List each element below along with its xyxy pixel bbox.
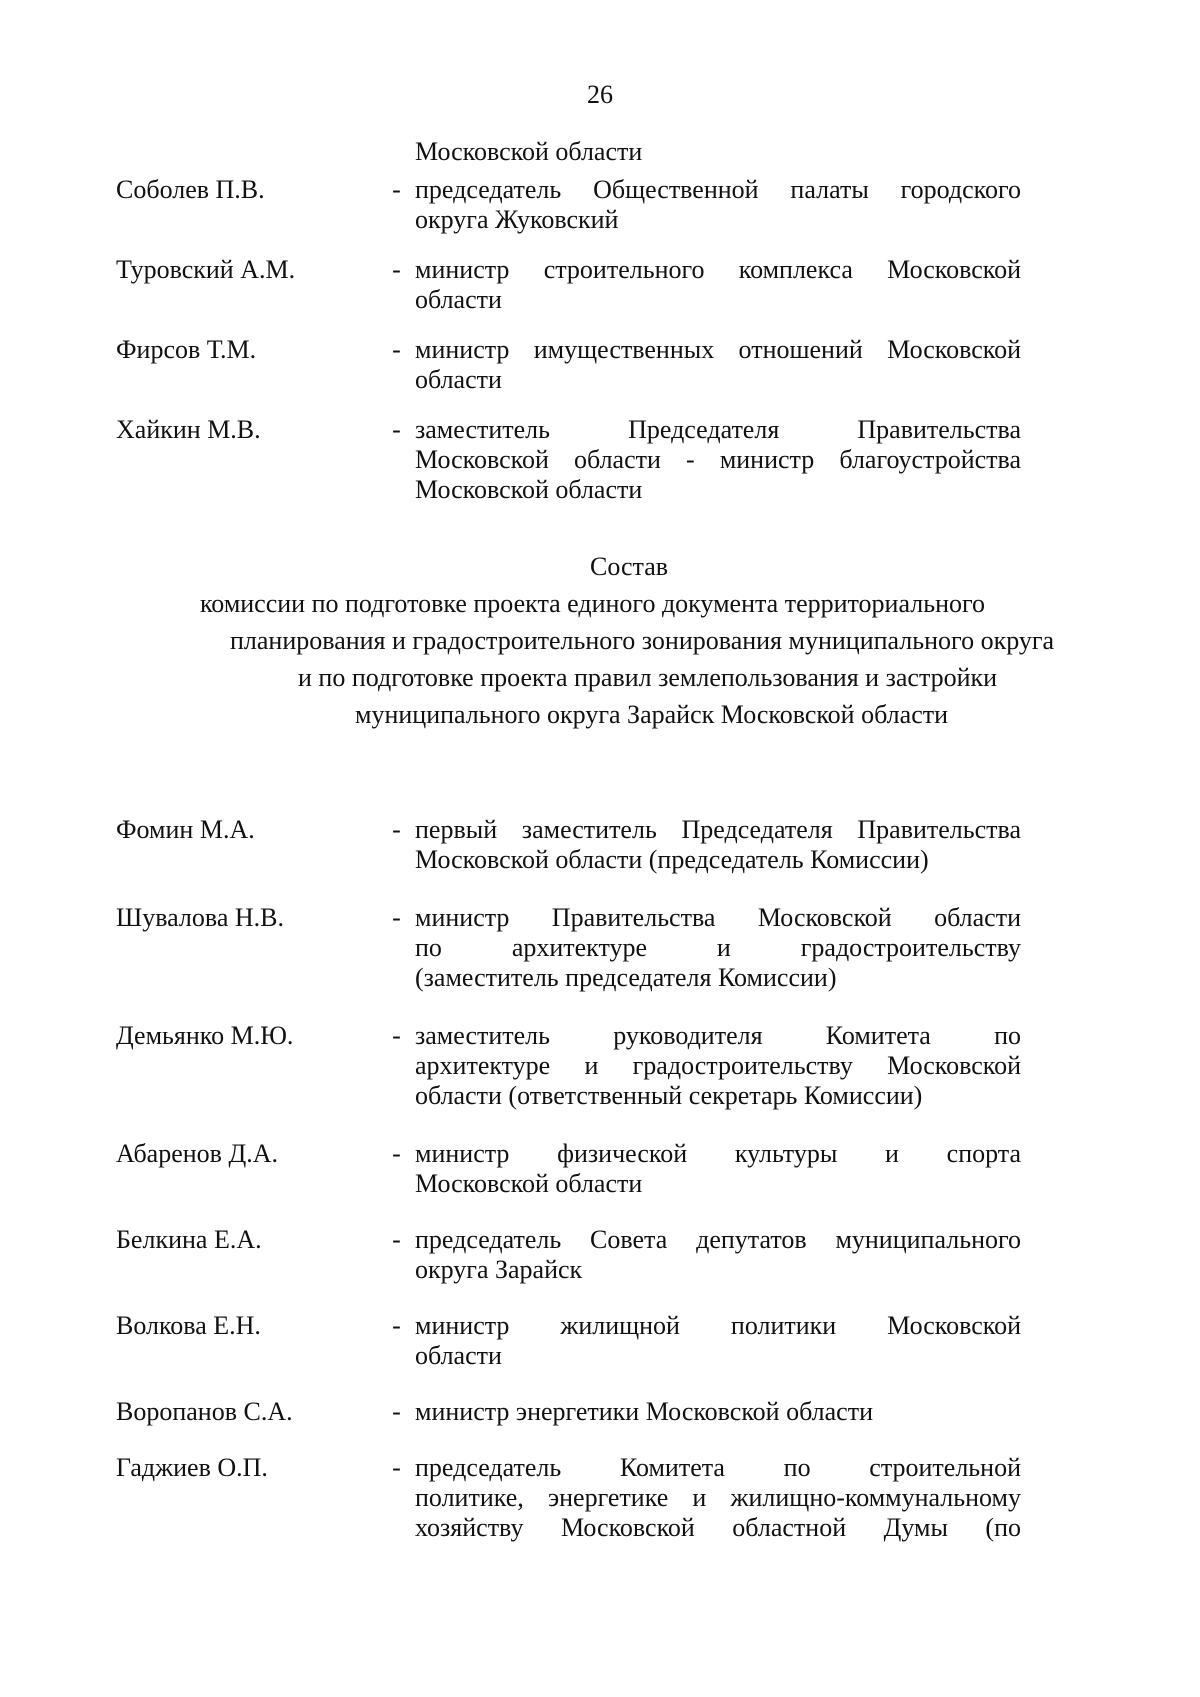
member-name: Волкова Е.Н.: [116, 1311, 261, 1340]
separator-dash: -: [392, 815, 401, 844]
member-name: Абаренов Д.А.: [116, 1139, 278, 1168]
member-list-previous: [116, 175, 1021, 505]
heading-title: Состав: [590, 552, 669, 581]
member-name: Туровский А.М.: [116, 255, 296, 284]
position-line: (заместитель председателя Комиссии): [415, 963, 837, 992]
position-line: области (ответственный секретарь Комиссии): [415, 1081, 923, 1110]
position-line: округа Жуковский: [415, 205, 619, 234]
position-line: области: [415, 365, 502, 394]
list-item: [116, 1021, 1021, 1139]
separator-dash: -: [392, 415, 401, 444]
position-line: министр Правительства Московской области: [415, 903, 1021, 932]
list-item: [116, 1311, 1021, 1397]
list-item: [116, 1453, 1021, 1549]
member-position: [415, 1311, 1021, 1371]
separator-dash: -: [392, 1453, 401, 1482]
list-item: [116, 335, 1021, 415]
separator-dash: -: [392, 1397, 401, 1426]
separator-dash: -: [392, 255, 401, 284]
member-name: Соболев П.В.: [116, 175, 265, 204]
member-position: [415, 255, 1021, 315]
position-line: политике, энергетике и жилищно-коммунальному: [415, 1483, 1021, 1512]
member-name: Шувалова Н.В.: [116, 903, 284, 932]
member-position: [415, 815, 1021, 875]
separator-dash: -: [392, 335, 401, 364]
list-item: [116, 1397, 1021, 1453]
position-line: Московской области: [415, 475, 643, 504]
member-name: Фомин М.А.: [116, 815, 255, 844]
position-line: Московской области: [415, 1169, 643, 1198]
page-number: 26: [587, 80, 613, 109]
member-position: [415, 335, 1021, 395]
member-position: [415, 1225, 1021, 1285]
position-line: министр энергетики Московской области: [415, 1397, 873, 1426]
separator-dash: -: [392, 1021, 401, 1050]
position-line: округа Зарайск: [415, 1255, 583, 1284]
separator-dash: -: [392, 1311, 401, 1340]
member-position: [415, 1139, 1021, 1199]
member-name: Гаджиев О.П.: [116, 1453, 268, 1482]
member-name: Воропанов С.А.: [116, 1397, 293, 1426]
position-line: председатель Общественной палаты городского: [415, 175, 1021, 204]
section-heading: [0, 548, 1200, 733]
member-position: [415, 1453, 1021, 1543]
heading-line: муниципального округа Зарайск Московской области: [355, 700, 949, 729]
list-item: [116, 1225, 1021, 1311]
member-position: [415, 1397, 1021, 1427]
continuation-text: Московской области: [415, 137, 643, 166]
member-position: [415, 903, 1021, 993]
list-item: [116, 415, 1021, 505]
separator-dash: -: [392, 1225, 401, 1254]
separator-dash: -: [392, 903, 401, 932]
position-line: министр имущественных отношений Московской: [415, 335, 1021, 364]
position-line: министр строительного комплекса Московской: [415, 255, 1021, 284]
list-item: [116, 815, 1021, 903]
heading-line: комиссии по подготовке проекта единого документа территориального: [200, 589, 986, 618]
heading-line: планирования и градостроительного зонирования муниципального округа: [230, 626, 1055, 655]
member-name: Фирсов Т.М.: [116, 335, 257, 364]
member-position: [415, 175, 1021, 235]
position-line: по архитектуре и градостроительству: [415, 933, 1021, 962]
list-item: [116, 903, 1021, 1021]
list-item: [116, 1139, 1021, 1225]
position-line: министр физической культуры и спорта: [415, 1139, 1021, 1168]
member-position: [415, 415, 1021, 505]
member-name: Демьянко М.Ю.: [116, 1021, 294, 1050]
position-line: министр жилищной политики Московской: [415, 1311, 1021, 1340]
position-line: председатель Комитета по строительной: [415, 1453, 1021, 1482]
position-line: заместитель Председателя Правительства: [415, 415, 1021, 444]
position-line: хозяйству Московской областной Думы (по: [415, 1513, 1021, 1542]
position-line: председатель Совета депутатов муниципального: [415, 1225, 1021, 1254]
heading-line: и по подготовке проекта правил землепользования и застройки: [298, 663, 998, 692]
position-line: области: [415, 285, 502, 314]
member-position: [415, 1021, 1021, 1111]
list-item: [116, 175, 1021, 255]
position-line: архитектуре и градостроительству Московской: [415, 1051, 1021, 1080]
member-name: Белкина Е.А.: [116, 1225, 262, 1254]
position-line: области: [415, 1341, 502, 1370]
position-line: заместитель руководителя Комитета по: [415, 1021, 1021, 1050]
commission-member-list: [116, 815, 1021, 1549]
separator-dash: -: [392, 175, 401, 204]
position-line: Московской области (председатель Комиссии): [415, 845, 929, 874]
position-line: Московской области - министр благоустройства: [415, 445, 1021, 474]
separator-dash: -: [392, 1139, 401, 1168]
position-line: первый заместитель Председателя Правительства: [415, 815, 1021, 844]
member-name: Хайкин М.В.: [116, 415, 261, 444]
list-item: [116, 255, 1021, 335]
